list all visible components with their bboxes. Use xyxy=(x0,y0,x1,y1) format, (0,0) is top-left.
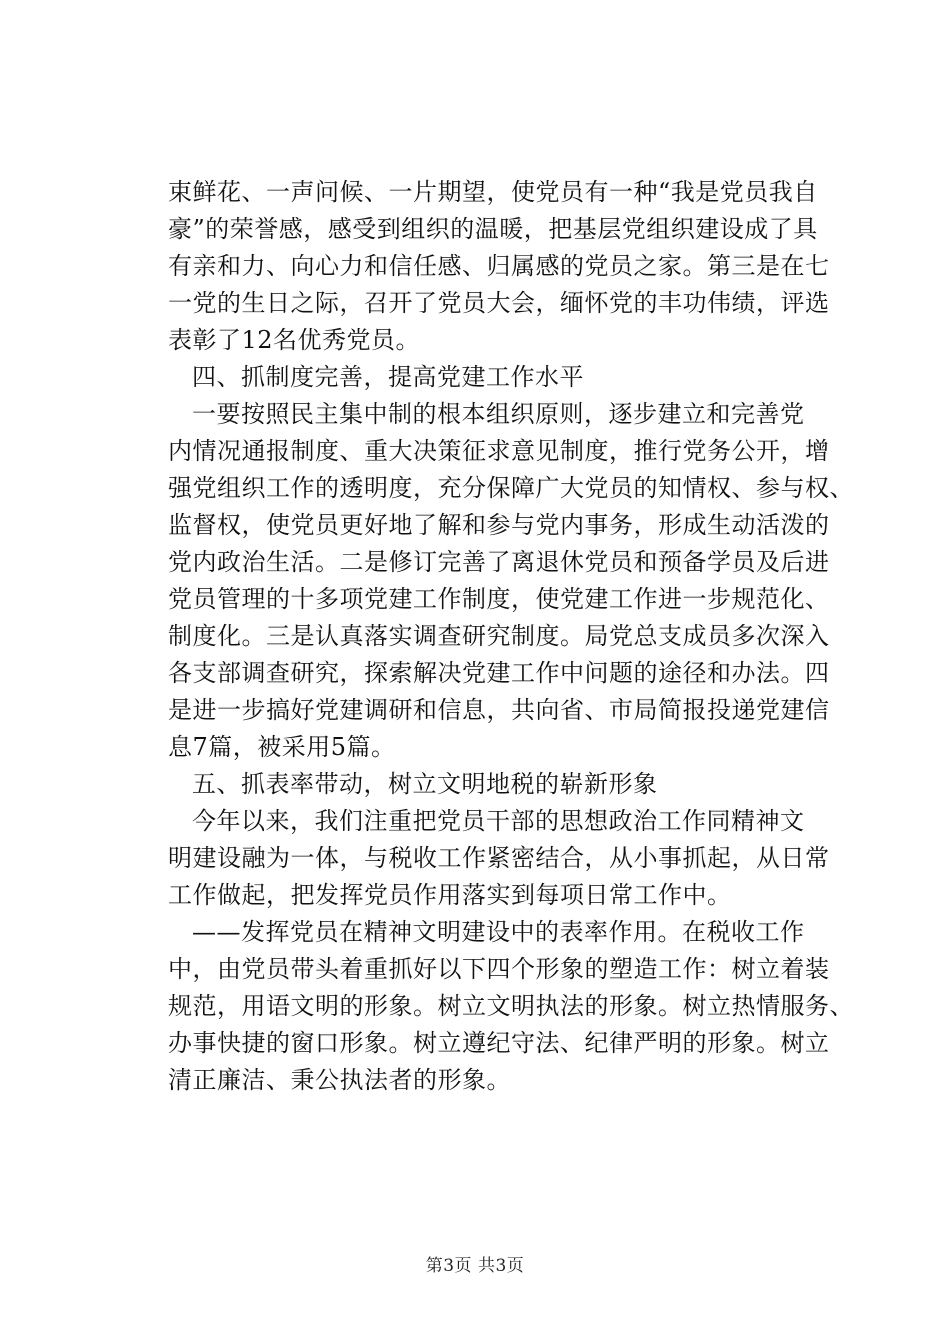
paragraph-first-line: 今年以来，我们注重把党员干部的思想政治工作同精神文 xyxy=(192,807,805,835)
section-heading: 五、抓表率带动，树立文明地税的崭新形象 xyxy=(192,770,658,798)
text-line: 党内政治生活。二是修订完善了离退休党员和预备学员及后进 xyxy=(168,548,830,576)
text-line: 党员管理的十多项党建工作制度，使党建工作进一步规范化、 xyxy=(168,585,830,613)
text-line: 办事快捷的窗口形象。树立遵纪守法、纪律严明的形象。树立 xyxy=(168,1029,830,1057)
text-line: 一党的生日之际，召开了党员大会，缅怀党的丰功伟绩，评选 xyxy=(168,289,830,317)
text-line: 清正廉洁、秉公执法者的形象。 xyxy=(168,1066,511,1094)
text-line: 明建设融为一体，与税收工作紧密结合，从小事抓起，从日常 xyxy=(168,844,830,872)
document-body xyxy=(168,174,854,1099)
text-line: 有亲和力、向心力和信任感、归属感的党员之家。第三是在七 xyxy=(168,252,830,280)
text-line: 中，由党员带头着重抓好以下四个形象的塑造工作：树立着装 xyxy=(168,955,830,983)
text-line: 表彰了12名优秀党员。 xyxy=(168,326,421,354)
text-line: 息7篇，被采用5篇。 xyxy=(168,733,396,761)
text-line: 是进一步搞好党建调研和信息，共向省、市局简报投递党建信 xyxy=(168,696,830,724)
section-heading: 四、抓制度完善，提高党建工作水平 xyxy=(192,363,584,391)
text-line: 规范，用语文明的形象。树立文明执法的形象。树立热情服务、 xyxy=(168,992,854,1020)
page-number-footer: 第3页 共3页 xyxy=(425,1256,525,1276)
text-line: 强党组织工作的透明度，充分保障广大党员的知情权、参与权、 xyxy=(168,474,854,502)
text-line: 束鲜花、一声问候、一片期望，使党员有一种“我是党员我自 xyxy=(168,178,818,206)
text-line: 工作做起，把发挥党员作用落实到每项日常工作中。 xyxy=(168,881,732,909)
text-line: 豪”的荣誉感，感受到组织的温暖，把基层党组织建设成了具 xyxy=(168,215,818,243)
text-line: 内情况通报制度、重大决策征求意见制度，推行党务公开，增 xyxy=(168,437,830,465)
paragraph-first-line: 一要按照民主集中制的根本组织原则，逐步建立和完善党 xyxy=(192,400,805,428)
text-line: 监督权，使党员更好地了解和参与党内事务，形成生动活泼的 xyxy=(168,511,830,539)
text-line: 制度化。三是认真落实调查研究制度。局党总支成员多次深入 xyxy=(168,622,830,650)
paragraph-first-line: ——发挥党员在精神文明建设中的表率作用。在税收工作 xyxy=(192,918,805,946)
text-line: 各支部调查研究，探索解决党建工作中问题的途径和办法。四 xyxy=(168,659,830,687)
